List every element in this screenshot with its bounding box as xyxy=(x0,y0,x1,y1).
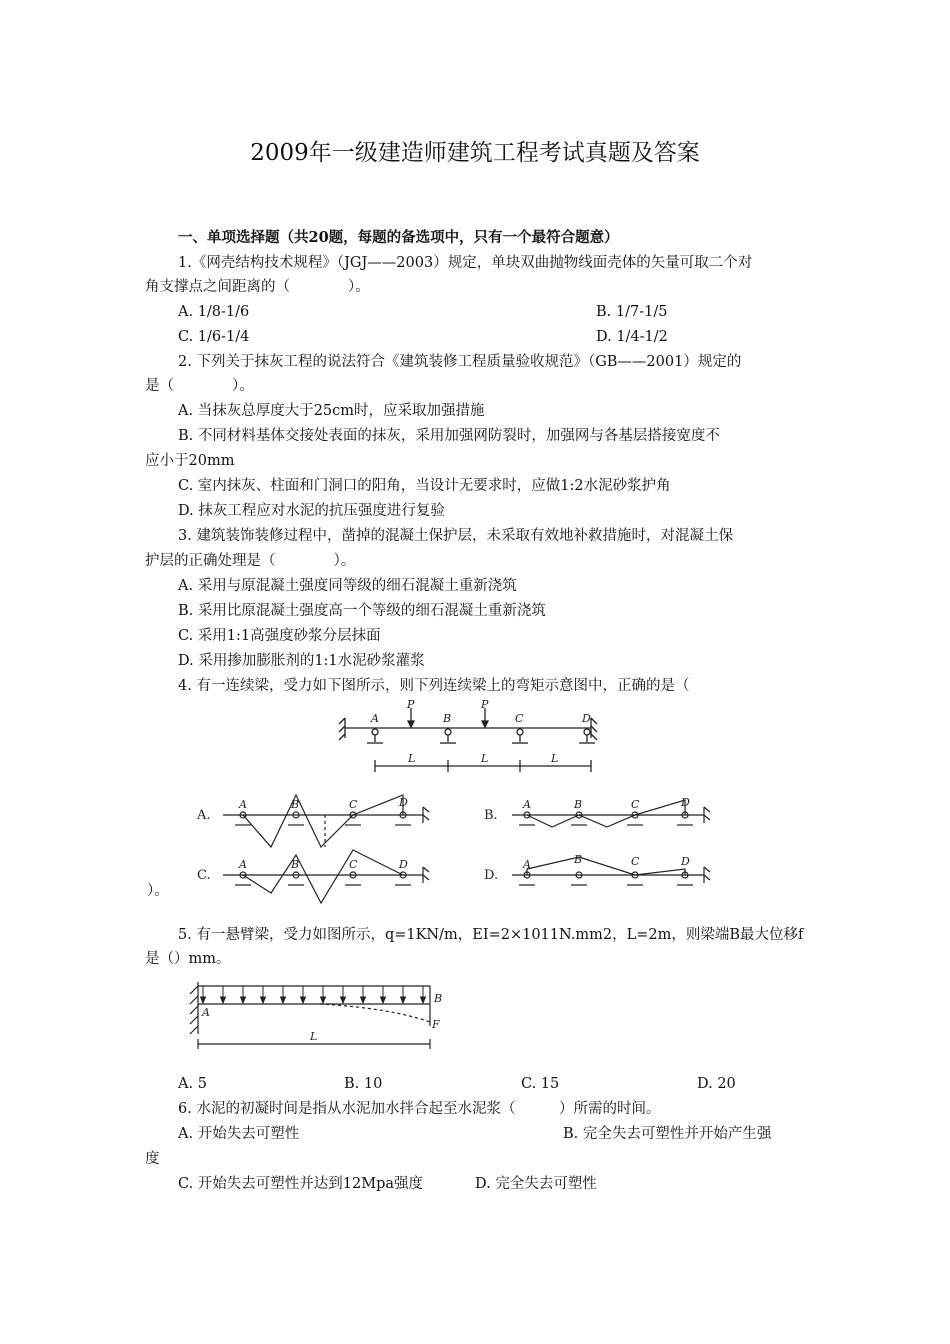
question-2-option-b-line-2: 应小于20mm xyxy=(145,453,235,469)
svg-text:B: B xyxy=(291,858,300,871)
svg-text:A: A xyxy=(239,798,247,811)
continuous-beam-figure xyxy=(335,700,635,780)
question-6-option-b-line-2: 度 xyxy=(145,1151,160,1167)
question-1-line-1: 1.《网壳结构技术规程》（JGJ——2003）规定，单块双曲抛物线面壳体的矢量可取二个对 xyxy=(178,255,753,271)
load-label-1: P xyxy=(407,698,415,711)
svg-text:D: D xyxy=(399,858,408,871)
question-1-option-a: A. 1/8-1/6 xyxy=(178,304,250,320)
question-5-option-d: D. 20 xyxy=(697,1076,736,1092)
question-4-tail: ）。 xyxy=(147,883,169,899)
option-label-c: C. xyxy=(197,868,211,883)
svg-text:D: D xyxy=(681,855,690,868)
question-3-line-1: 3. 建筑装饰装修过程中，凿掉的混凝土保护层，未采取有效地补救措施时，对混凝土保 xyxy=(178,528,733,544)
option-label-b: B. xyxy=(484,808,498,823)
question-2-option-b-line-1: B. 不同材料基体交接处表面的抹灰，采用加强网防裂时，加强网与各基层搭接宽度不 xyxy=(178,428,720,444)
question-5-option-a: A. 5 xyxy=(178,1076,207,1092)
moment-diagram-c xyxy=(193,845,443,915)
cantilever-label-b: B xyxy=(434,992,443,1005)
question-1-line-2: 角支撑点之间距离的（ ）。 xyxy=(145,279,370,295)
section-heading: 一、单项选择题（共20题，每题的备选项中，只有一个最符合题意） xyxy=(178,229,619,246)
label-d: D xyxy=(582,712,591,725)
cantilever-label-l: L xyxy=(310,1030,318,1043)
svg-text:C: C xyxy=(631,798,640,811)
support-a xyxy=(367,729,383,743)
question-2-line-1: 2. 下列关于抹灰工程的说法符合《建筑装修工程质量验收规范》（GB——2001）规定的 xyxy=(178,354,742,370)
question-5-option-b: B. 10 xyxy=(344,1076,383,1092)
svg-text:C: C xyxy=(349,858,358,871)
support-b xyxy=(440,729,456,743)
page-title: 2009年一级建造师建筑工程考试真题及答案 xyxy=(250,140,700,166)
span-label-2: L xyxy=(481,752,489,765)
support-c xyxy=(512,729,528,743)
question-3-option-d: D. 采用掺加膨胀剂的1:1水泥砂浆灌浆 xyxy=(178,653,425,669)
label-a: A xyxy=(371,712,379,725)
cantilever-label-f: F xyxy=(432,1018,440,1031)
moment-diagram-d xyxy=(482,845,732,915)
label-c: C xyxy=(515,712,524,725)
question-2-option-c: C. 室内抹灰、柱面和门洞口的阳角，当设计无要求时，应做1:2水泥砂浆护角 xyxy=(178,478,671,494)
span-label-3: L xyxy=(551,752,559,765)
svg-text:C: C xyxy=(631,855,640,868)
cantilever-beam-figure xyxy=(180,978,450,1058)
svg-text:C: C xyxy=(349,798,358,811)
cantilever-label-a: A xyxy=(202,1006,210,1019)
span-label-1: L xyxy=(408,752,416,765)
question-5-line-2: 是（）mm。 xyxy=(145,951,231,967)
question-6-option-d: D. 完全失去可塑性 xyxy=(475,1176,597,1192)
question-5-line-1: 5. 有一悬臂梁，受力如图所示，q=1KN/m，EI=2×1011N.mm2，L=2m，则梁端B最大位移f xyxy=(178,927,804,943)
option-label-d: D. xyxy=(484,868,499,883)
svg-text:A: A xyxy=(239,858,247,871)
option-label-a: A. xyxy=(197,808,211,823)
svg-text:D: D xyxy=(399,796,408,809)
svg-text:B: B xyxy=(291,798,300,811)
svg-text:A: A xyxy=(523,858,531,871)
question-2-option-d: D. 抹灰工程应对水泥的抗压强度进行复验 xyxy=(178,503,445,519)
question-4-line-1: 4. 有一连续梁，受力如下图所示，则下列连续梁上的弯矩示意图中，正确的是（ xyxy=(178,678,690,694)
question-3-option-c: C. 采用1:1高强度砂浆分层抹面 xyxy=(178,628,381,644)
question-6-option-a: A. 开始失去可塑性 xyxy=(178,1126,300,1142)
question-1-option-c: C. 1/6-1/4 xyxy=(178,329,250,345)
question-3-option-b: B. 采用比原混凝土强度高一个等级的细石混凝土重新浇筑 xyxy=(178,603,546,619)
question-2-line-2: 是（ ）。 xyxy=(145,378,254,394)
label-b: B xyxy=(443,712,452,725)
question-6-option-b-line-1: B. 完全失去可塑性并开始产生强 xyxy=(563,1126,772,1142)
load-label-2: P xyxy=(481,698,489,711)
question-1-option-d: D. 1/4-1/2 xyxy=(596,329,668,345)
question-3-option-a: A. 采用与原混凝土强度同等级的细石混凝土重新浇筑 xyxy=(178,578,517,594)
question-1-option-b: B. 1/7-1/5 xyxy=(596,304,668,320)
svg-text:B: B xyxy=(574,798,583,811)
svg-text:A: A xyxy=(523,798,531,811)
svg-text:D: D xyxy=(681,796,690,809)
question-2-option-a: A. 当抹灰总厚度大于25cm时，应采取加强措施 xyxy=(178,403,485,419)
question-5-option-c: C. 15 xyxy=(521,1076,560,1092)
question-6-option-c: C. 开始失去可塑性并达到12Mpa强度 xyxy=(178,1176,424,1192)
question-6-line-1: 6. 水泥的初凝时间是指从水泥加水拌合起至水泥浆（ ）所需的时间。 xyxy=(178,1101,661,1117)
question-3-line-2: 护层的正确处理是（ ）。 xyxy=(145,553,356,569)
svg-text:B: B xyxy=(574,853,583,866)
